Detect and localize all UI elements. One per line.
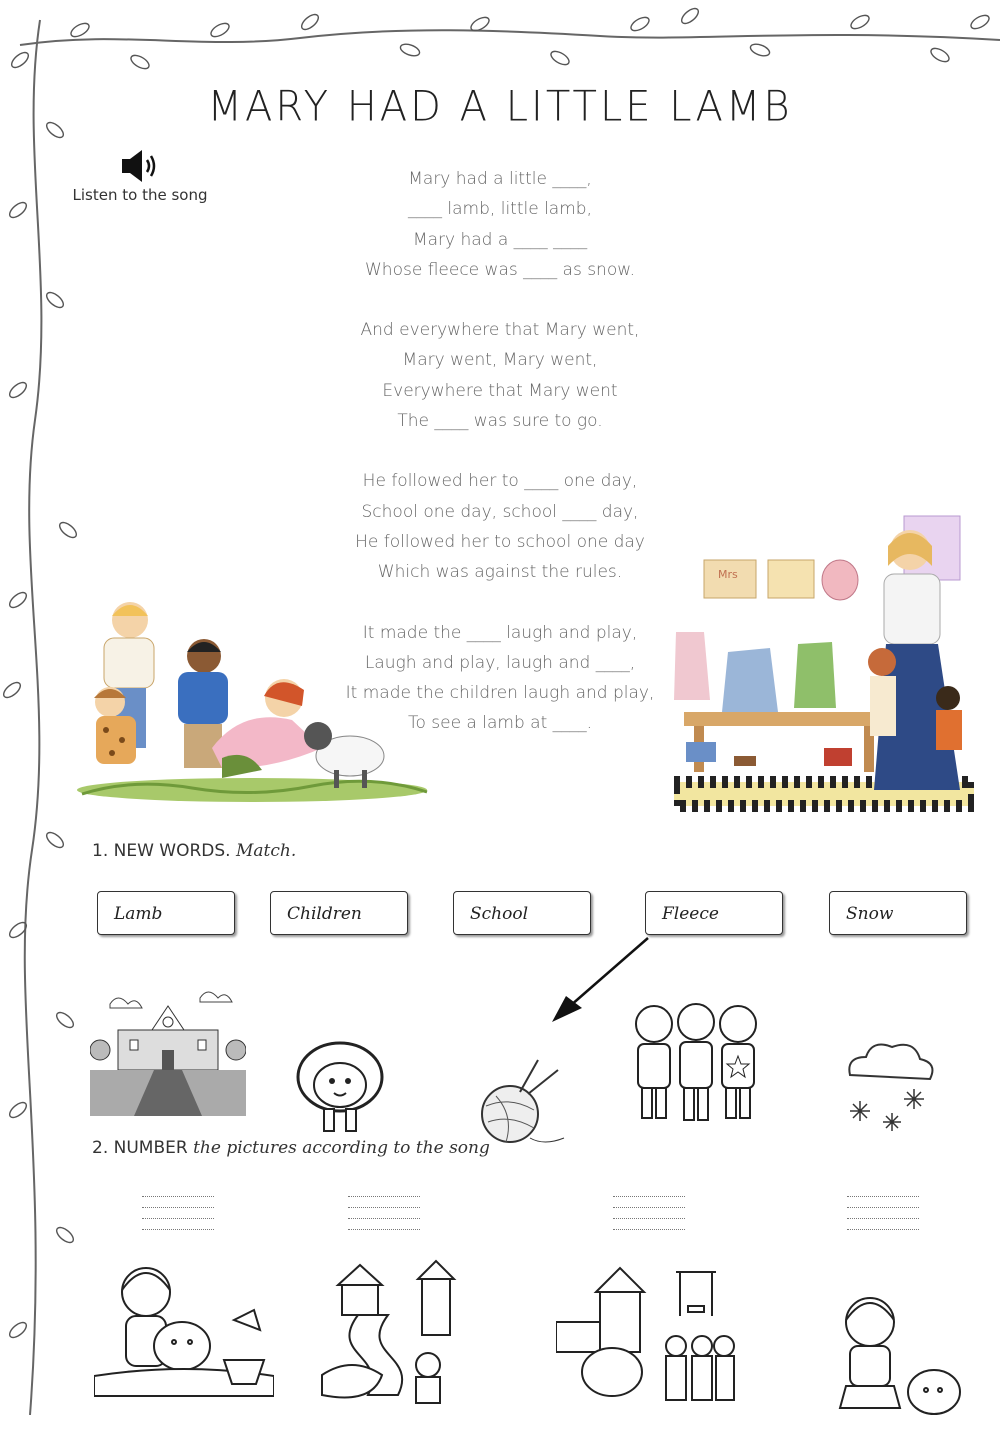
section-2-heading xyxy=(92,1138,490,1158)
word-box-children[interactable]: Children xyxy=(270,891,408,935)
lyric-line: It made the children laugh and play, xyxy=(345,683,655,704)
lyric-line: Laugh and play, laugh and ____, xyxy=(364,652,636,673)
lyric-line: The ____ was sure to go. xyxy=(397,411,603,432)
children-picture xyxy=(628,990,764,1140)
answer-lines-3[interactable] xyxy=(613,1196,685,1240)
answer-lines-1[interactable] xyxy=(142,1196,214,1240)
lyric-line: He followed her to school one day xyxy=(355,531,645,552)
section-2-instruction: the pictures according to the song xyxy=(193,1138,490,1158)
teacher-classroom-illustration xyxy=(674,512,974,812)
lyric-line: School one day, school ____ day, xyxy=(361,501,639,522)
girl-lamb-picnic-picture xyxy=(94,1240,274,1410)
yarn-picture xyxy=(478,1030,568,1180)
answer-lines-2[interactable] xyxy=(348,1196,420,1240)
lyric-line: Mary had a ____ ____ xyxy=(412,229,588,250)
lyric-line: Mary went, Mary went, xyxy=(402,350,598,371)
lyric-line: Whose fleece was ____ as snow. xyxy=(365,259,635,280)
word-box-fleece[interactable]: Fleece xyxy=(645,891,783,935)
listen-button[interactable] xyxy=(70,148,210,204)
girl-and-lamb-picture xyxy=(826,1272,966,1442)
lyric-line: It made the ____ laugh and play, xyxy=(362,622,638,643)
section-1-number: 1. NEW WORDS. xyxy=(92,841,231,861)
section-1-instruction: Match. xyxy=(236,841,297,861)
speaker-icon xyxy=(120,148,160,184)
page-title: MARY HAD A LITTLE LAMB xyxy=(207,82,793,132)
lyric-line: He followed her to ____ one day, xyxy=(362,471,638,492)
stanza-2 xyxy=(300,315,700,436)
vine-border-top xyxy=(0,0,1000,80)
school-picture xyxy=(90,975,246,1125)
lyric-line: Everywhere that Mary went xyxy=(382,380,618,401)
lyric-line: Mary had a little ____, xyxy=(408,169,592,189)
word-box-school[interactable]: School xyxy=(453,891,591,935)
lyric-line: ____ lamb, little lamb, xyxy=(408,199,592,220)
path-to-school-picture xyxy=(318,1250,462,1420)
lyric-line: And everywhere that Mary went, xyxy=(360,320,640,341)
section-2-number: 2. NUMBER xyxy=(92,1138,188,1158)
lamb-at-school-picture xyxy=(556,1252,736,1422)
stanza-1 xyxy=(300,164,700,285)
mrs-sign-text: Mrs xyxy=(718,568,738,581)
word-box-snow[interactable]: Snow xyxy=(829,891,967,935)
lyric-line: To see a lamb at ____. xyxy=(407,713,593,734)
children-with-lamb-illustration xyxy=(72,598,432,808)
snow-picture xyxy=(840,1010,940,1160)
section-1-heading xyxy=(92,841,296,861)
answer-lines-4[interactable] xyxy=(847,1196,919,1240)
stanza-3 xyxy=(300,466,700,587)
listen-label: Listen to the song xyxy=(72,186,208,204)
word-box-lamb[interactable]: Lamb xyxy=(97,891,235,935)
lyric-line: Which was against the rules. xyxy=(377,562,623,583)
